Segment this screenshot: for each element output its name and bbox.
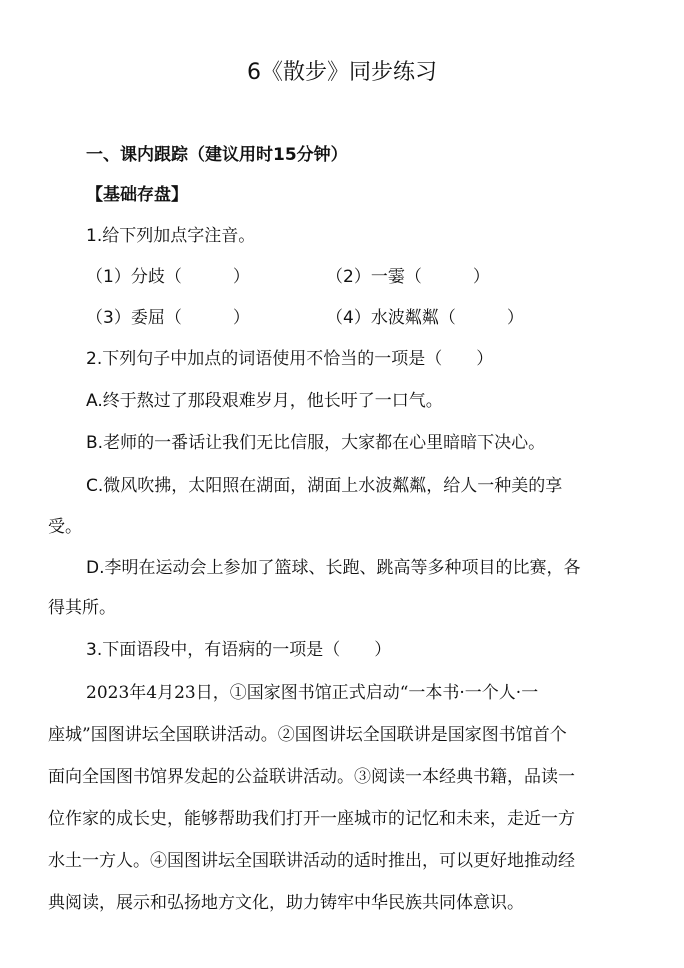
passage-line-5: 水土一方人。④国图讲坛全国联讲活动的适时推出，可以更好地推动经 (48, 851, 575, 871)
question-2-option-b: B.老师的一番话让我们无比信服，大家都在心里暗暗下决心。 (86, 433, 546, 453)
sub-heading: 【基础存盘】 (86, 185, 188, 205)
question-2-option-d-line-2: 得其所。 (48, 598, 116, 618)
question-2-option-c-line-2: 受。 (48, 517, 82, 537)
question-2-option-d-line-1: D.李明在运动会上参加了篮球、长跑、跳高等多种项目的比赛，各 (86, 558, 581, 578)
passage-line-2: 座城”国图讲坛全国联讲活动。②国图讲坛全国联讲是国家图书馆首个 (48, 725, 567, 745)
question-1-item-1: （1）分歧（ ） (86, 267, 250, 287)
passage-line-4: 位作家的成长史，能够帮助我们打开一座城市的记忆和未来，走近一方 (48, 809, 575, 829)
question-2-option-c-line-1: C.微风吹拂，太阳照在湖面，湖面上水波粼粼，给人一种美的享 (86, 476, 563, 496)
page-title: 6《散步》同步练习 (247, 60, 437, 85)
passage-line-3: 面向全国图书馆界发起的公益联讲活动。③阅读一本经典书籍，品读一 (48, 767, 575, 787)
passage-line-6: 典阅读，展示和弘扬地方文化，助力铸牢中华民族共同体意识。 (48, 893, 524, 913)
question-1-item-4: （4）水波粼粼（ ） (326, 308, 524, 328)
question-1-stem: 1.给下列加点字注音。 (86, 226, 256, 246)
question-1-item-3: （3）委屈（ ） (86, 308, 250, 328)
question-2-stem: 2.下列句子中加点的词语使用不恰当的一项是（ ） (86, 349, 494, 369)
question-1-item-2: （2）一霎（ ） (326, 267, 490, 287)
passage-line-1: 2023年4月23日，①国家图书馆正式启动“一本书·一个人·一 (86, 683, 539, 703)
question-2-option-a: A.终于熬过了那段艰难岁月，他长吁了一口气。 (86, 391, 443, 411)
section-heading: 一、课内跟踪（建议用时15分钟） (86, 145, 348, 165)
question-3-stem: 3.下面语段中，有语病的一项是（ ） (86, 640, 392, 660)
